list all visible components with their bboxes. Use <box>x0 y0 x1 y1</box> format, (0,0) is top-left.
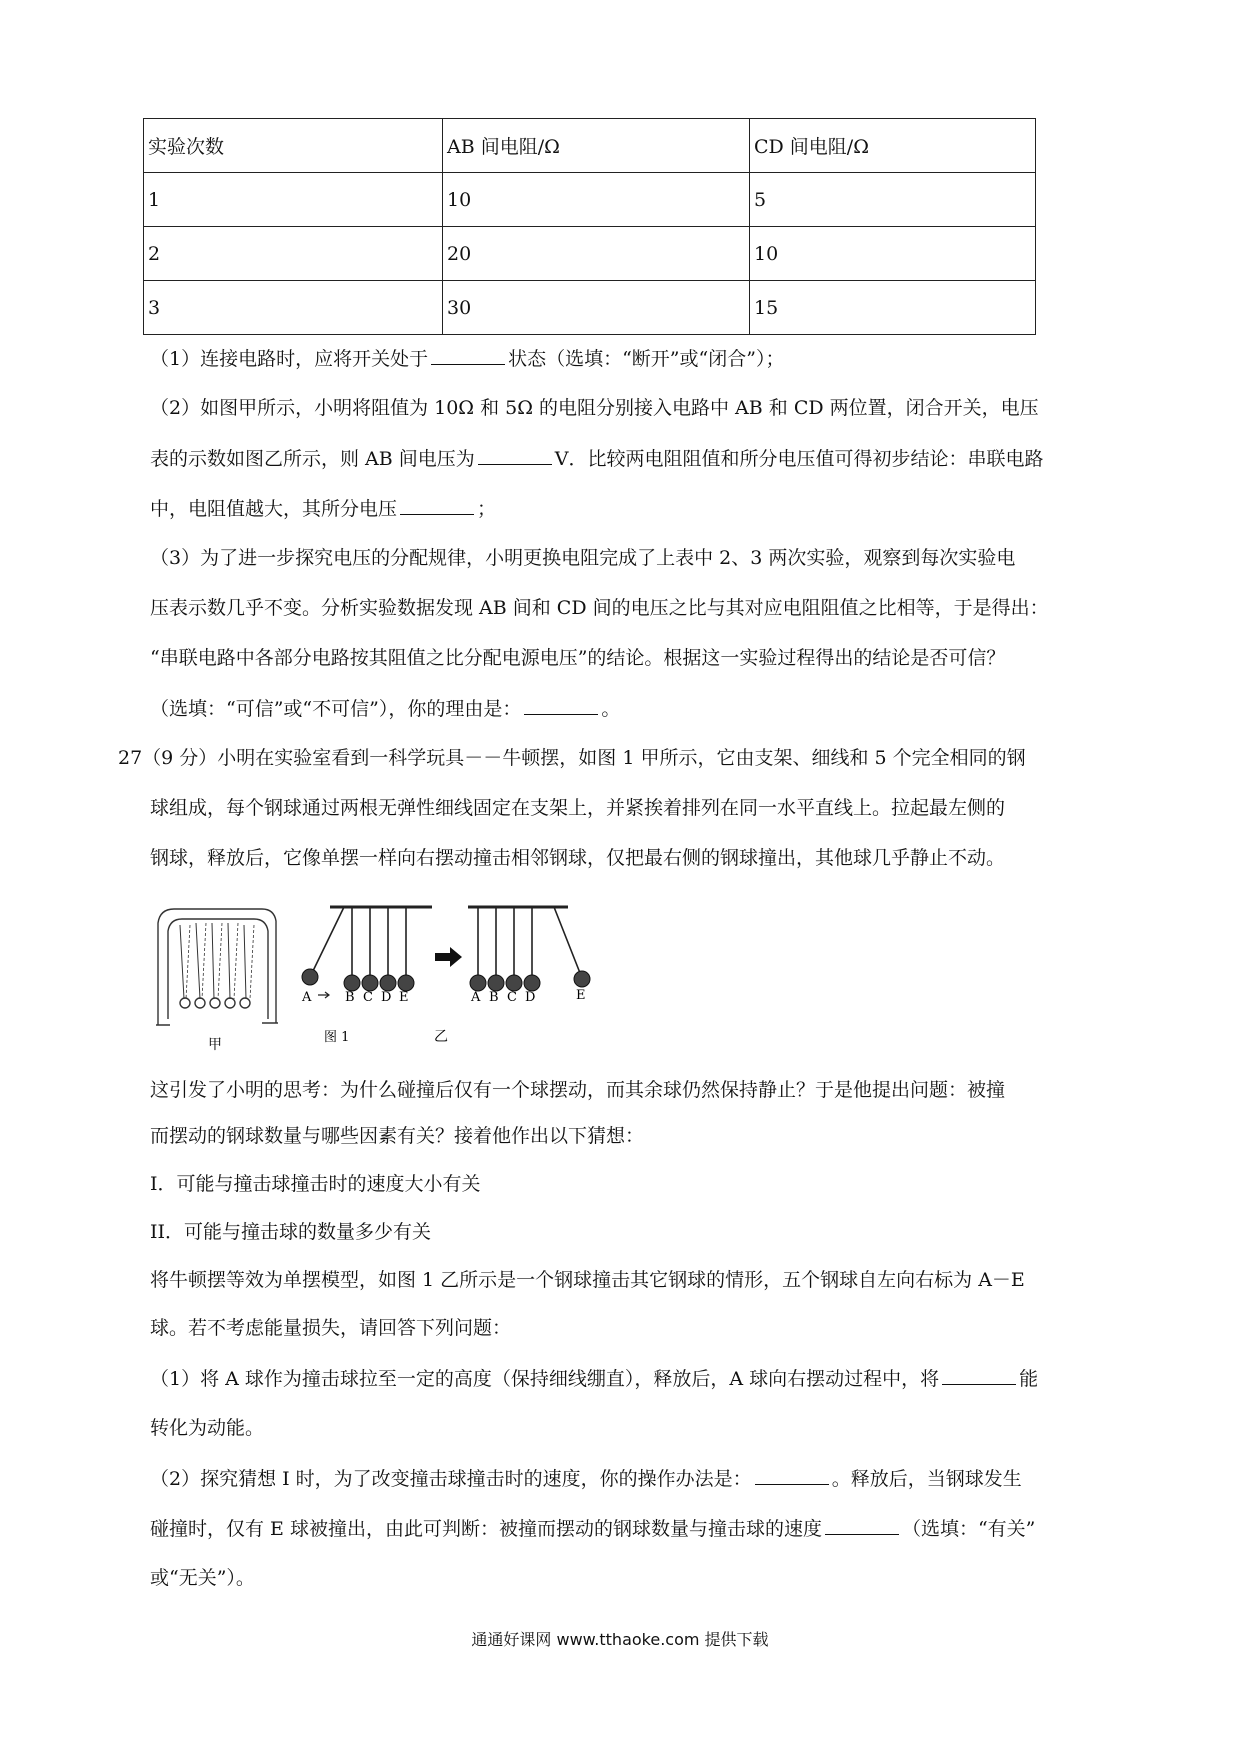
q27-line3: 钢球，释放后，它像单摆一样向右摆动撞击相邻钢球，仅把最右侧的钢球撞出，其他球几乎静止不动。 <box>150 847 1006 869</box>
q26-part1-text: （1）连接电路时，应将开关处于 <box>150 348 429 370</box>
ball-label: E <box>576 988 586 1003</box>
q26-part3-text: （选填：“可信”或“不可信”），你的理由是： <box>150 698 522 720</box>
resistance-table <box>143 118 1036 335</box>
ball-label: E <box>399 990 409 1005</box>
ball-label: C <box>507 990 517 1005</box>
fig-label-jia: 甲 <box>208 1037 222 1053</box>
balls-after <box>470 971 590 991</box>
q27-line2: 球组成，每个钢球通过两根无弹性细线固定在支架上，并紧挨着排列在同一水平直线上。拉起最左侧的 <box>150 797 1006 819</box>
ball-label: D <box>525 990 536 1005</box>
ball-label: B <box>345 990 355 1005</box>
cradle-frame-sketch <box>156 909 278 1025</box>
q27-sub2-line3: 或“无关”）。 <box>150 1567 255 1589</box>
answer-blank[interactable] <box>524 696 598 715</box>
q26-part3-text-end: 。 <box>601 698 621 720</box>
transition-arrow-icon <box>435 947 462 967</box>
motion-arrow-icon <box>318 992 329 998</box>
q26-part3-line4 <box>150 696 620 721</box>
ball-label: B <box>489 990 499 1005</box>
q26-part1-text-end: 状态（选填：“断开”或“闭合”）； <box>508 348 785 370</box>
q27-sub1-line2: 转化为动能。 <box>150 1417 265 1439</box>
q26-part2-line1: （2）如图甲所示，小明将阻值为 10Ω 和 5Ω 的电阻分别接入电路中 AB 和 CD 两位置，闭合开关，电压 <box>150 397 1039 419</box>
table-row <box>144 227 1036 281</box>
table-header-row <box>144 119 1036 173</box>
pendulum-model-before <box>312 907 432 975</box>
table-cell: 5 <box>750 173 1036 227</box>
table-header-cell: 实验次数 <box>144 119 443 173</box>
q27-sub1-line1 <box>150 1366 1038 1391</box>
q26-part3-line1: （3）为了进一步探究电压的分配规律，小明更换电阻完成了上表中 2、3 两次实验，观察到每次实验电 <box>150 547 1016 569</box>
q27-sub1-text-end: 能 <box>1019 1368 1039 1390</box>
q27-line6: 将牛顿摆等效为单摆模型，如图 1 乙所示是一个钢球撞击其它钢球的情形，五个钢球自左向右标为 A－E <box>150 1269 1025 1291</box>
table-cell: 3 <box>144 281 443 335</box>
q27-sub1-text: （1）将 A 球作为撞击球拉至一定的高度（保持细线绷直），释放后，A 球向右摆动过程中，将 <box>150 1368 940 1390</box>
q26-part2-text-end: V．比较两电阻阻值和所分电压值可得初步结论：串联电路 <box>554 448 1044 470</box>
table-header-cell: CD 间电阻/Ω <box>750 119 1036 173</box>
table-cell: 10 <box>443 173 750 227</box>
q27-sub2-text-end: 。释放后，当钢球发生 <box>831 1468 1022 1490</box>
answer-blank[interactable] <box>942 1366 1016 1385</box>
q26-part2-text-end: ； <box>477 498 497 520</box>
ball-label: A <box>302 990 312 1005</box>
q27-sub2-text: 碰撞时，仅有 E 球被撞出，由此可判断：被撞而摆动的钢球数量与撞击球的速度 <box>150 1518 822 1540</box>
balls-before <box>302 969 414 991</box>
ball-label: C <box>363 990 373 1005</box>
q27-line7: 球。若不考虑能量损失，请回答下列问题： <box>150 1317 512 1339</box>
q26-part2-text: 表的示数如图乙所示，则 AB 间电压为 <box>150 448 475 470</box>
answer-blank[interactable] <box>400 496 474 515</box>
answer-blank[interactable] <box>825 1516 899 1535</box>
table-cell: 15 <box>750 281 1036 335</box>
table-cell: 30 <box>443 281 750 335</box>
q27-sub2-text: （2）探究猜想 I 时，为了改变撞击球撞击时的速度，你的操作办法是： <box>150 1468 752 1490</box>
table-cell: 2 <box>144 227 443 281</box>
q26-part2-text: 中，电阻值越大，其所分电压 <box>150 498 398 520</box>
q27-guess2: II．可能与撞击球的数量多少有关 <box>150 1221 432 1243</box>
answer-blank[interactable] <box>478 446 552 465</box>
q27-line1: 27（9 分）小明在实验室看到一科学玩具－－牛顿摆，如图 1 甲所示，它由支架、细线和 5 个完全相同的钢 <box>118 747 1026 769</box>
q26-part3-line2: 压表示数几乎不变。分析实验数据发现 AB 间和 CD 间的电压之比与其对应电阻阻值之比相等，于是得出： <box>150 597 1049 619</box>
q27-line4: 这引发了小明的思考：为什么碰撞后仅有一个球摆动，而其余球仍然保持静止？于是他提出问题：被撞 <box>150 1079 1006 1101</box>
q26-part3-line3: “串联电路中各部分电路按其阻值之比分配电源电压”的结论。根据这一实验过程得出的结论是否可信？ <box>150 647 1006 669</box>
table-cell: 1 <box>144 173 443 227</box>
table-cell: 20 <box>443 227 750 281</box>
table-row <box>144 281 1036 335</box>
pendulum-model-after <box>468 907 580 975</box>
q27-line5: 而摆动的钢球数量与哪些因素有关？接着他作出以下猜想： <box>150 1125 645 1147</box>
q26-part2-line3 <box>150 496 496 521</box>
table-row <box>144 173 1036 227</box>
ball-label: D <box>381 990 392 1005</box>
q26-part2-line2 <box>150 446 1044 471</box>
newtons-cradle-figure <box>150 895 610 1055</box>
table-header-cell: AB 间电阻/Ω <box>443 119 750 173</box>
page-footer: 通通好课网 www.tthaoke.com 提供下载 <box>471 1630 769 1649</box>
fig-label-figure1: 图 1 <box>324 1030 350 1045</box>
fig-label-yi: 乙 <box>434 1029 448 1045</box>
q27-sub2-line1 <box>150 1466 1022 1491</box>
ball-label: A <box>471 990 481 1005</box>
answer-blank[interactable] <box>755 1466 829 1485</box>
q26-part1 <box>150 346 784 371</box>
answer-blank[interactable] <box>431 346 505 365</box>
table-cell: 10 <box>750 227 1036 281</box>
q27-sub2-text-end: （选填：“有关” <box>901 1518 1036 1540</box>
q27-sub2-line2 <box>150 1516 1035 1541</box>
q27-guess1: I．可能与撞击球撞击时的速度大小有关 <box>150 1173 481 1195</box>
